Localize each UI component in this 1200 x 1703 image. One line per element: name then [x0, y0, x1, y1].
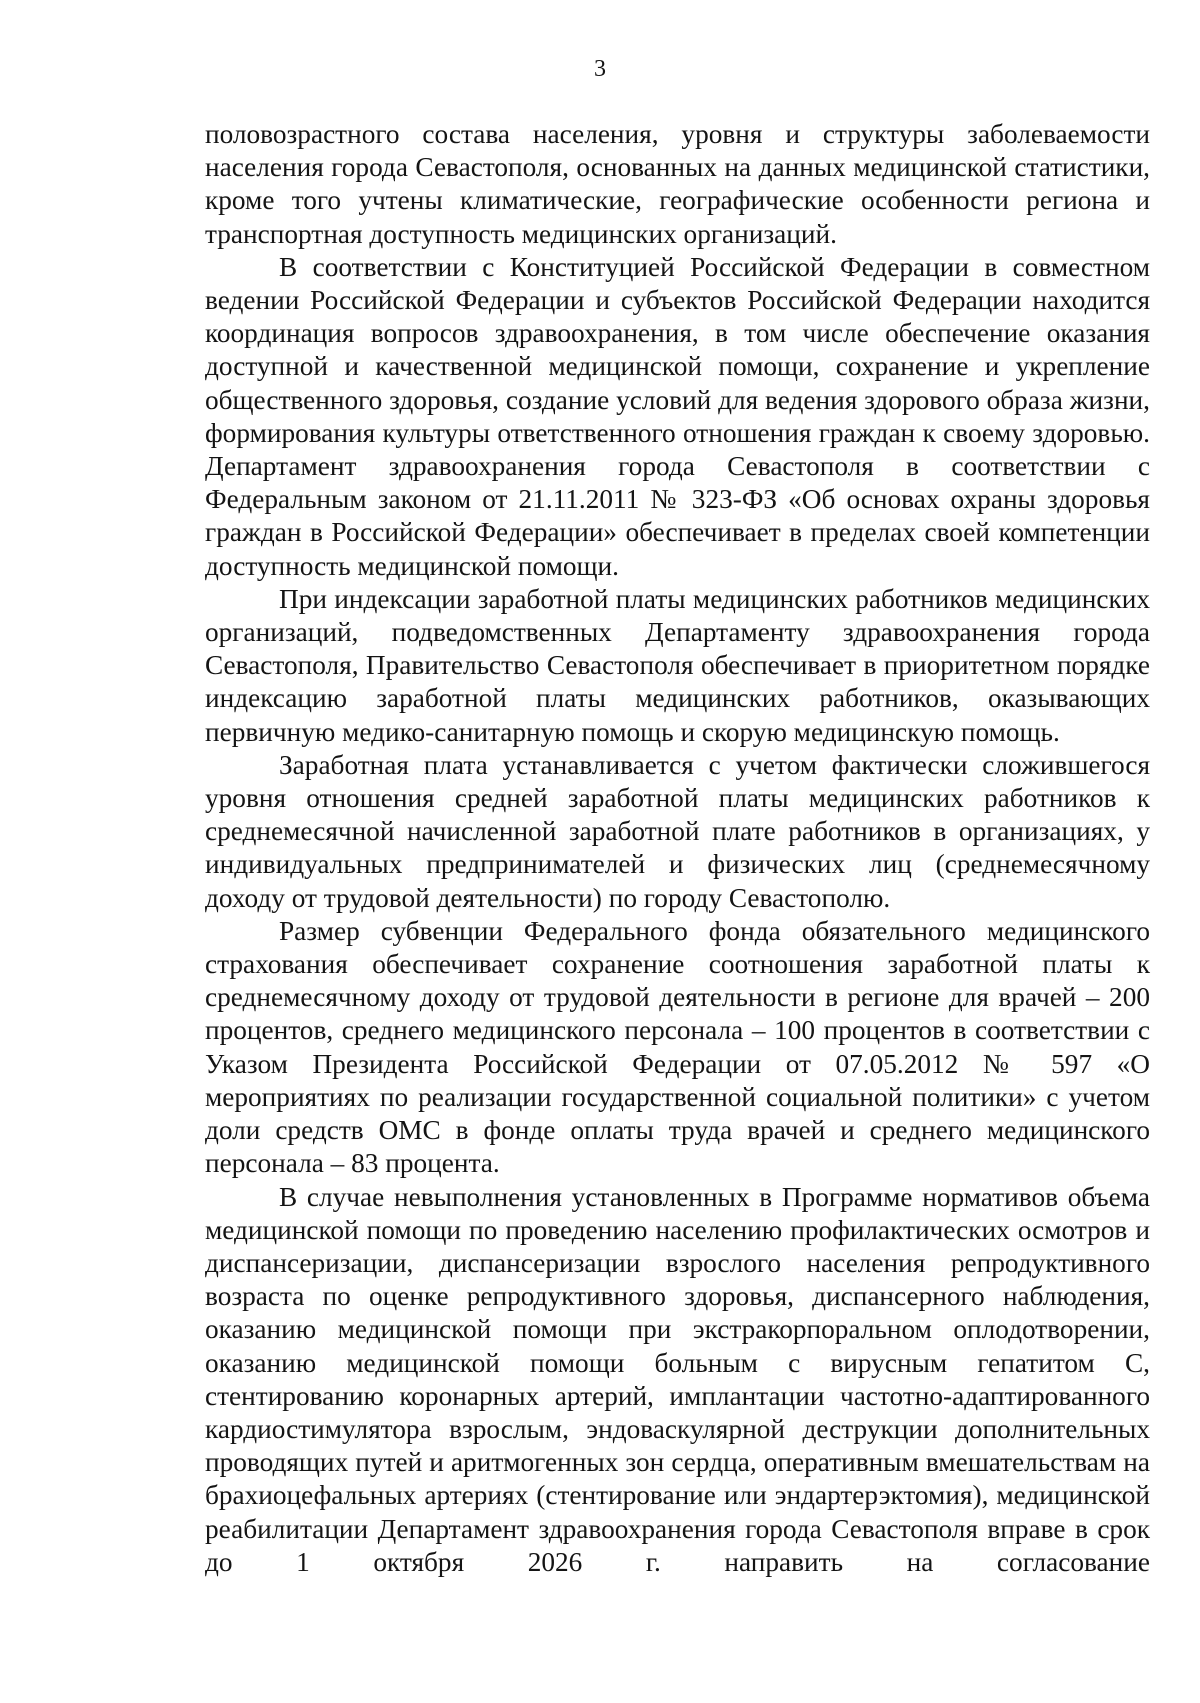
paragraph-population-structure: половозрастного состава населения, уровня и структуры заболеваемости населения города Севастополя, основанных на данных медицинской статистики, кроме того учтены климатические, географические особенности региона и транспортная доступность медицинских организаций.: [205, 119, 1150, 249]
paragraph-salary-level: Заработная плата устанавливается с учетом фактически сложившегося уровня отношения средней заработной платы медицинских работников к среднемесячной начисленной заработной плате работников в организациях, у индивидуальных предпринимателей и физических лиц (среднемесячному доходу от трудовой деятельности) по городу Севастополю.: [205, 749, 1150, 913]
paragraph-subvention: Размер субвенции Федерального фонда обязательного медицинского страхования обеспечивает сохранение соотношения заработной платы к среднемесячному доходу от трудовой деятельности в регионе для врачей – 200 процентов, среднего медицинского персонала – 100 процентов в соответствии с Указом Президента Российской Федерации от 07.05.2012 № 597 «О мероприятиях по реализации государственной социальной политики» с учетом доли средств ОМС в фонде оплаты труда врачей и среднего медицинского персонала – 83 процента.: [205, 915, 1150, 1179]
document-body: [205, 118, 1150, 1579]
paragraph-volume-standards: В случае невыполнения установленных в Программе нормативов объема медицинской помощи по проведению населению профилактических осмотров и диспансеризации, диспансеризации взрослого населения репродуктивного возраста по оценке репродуктивного здоровья, диспансерного наблюдения, оказанию медицинской помощи при экстракорпоральном оплодотворении, оказанию медицинской помощи больным с вирусным гепатитом С, стентированию коронарных артерий, имплантации частотно-адаптированного кардиостимулятора взрослым, эндоваскулярной деструкции дополнительных проводящих путей и аритмогенных зон сердца, оперативным вмешательствам на брахиоцефальных артериях (стентирование или эндартерэктомия), медицинской реабилитации Департамент здравоохранения города Севастополя вправе в срок до 1 октября 2026 г. направить на согласование: [205, 1181, 1150, 1577]
page-number: 3: [594, 56, 606, 82]
paragraph-salary-indexation: При индексации заработной платы медицинских работников медицинских организаций, подведомственных Департаменту здравоохранения города Севастополя, Правительство Севастополя обеспечивает в приоритетном порядке индексацию заработной платы медицинских работников, оказывающих первичную медико-санитарную помощь и скорую медицинскую помощь.: [205, 583, 1150, 747]
paragraph-constitution: В соответствии с Конституцией Российской Федерации в совместном ведении Российской Федерации и субъектов Российской Федерации находится координация вопросов здравоохранения, в том числе обеспечение оказания доступной и качественной медицинской помощи, сохранение и укрепление общественного здоровья, создание условий для ведения здорового образа жизни, формирования культуры ответственного отношения граждан к своему здоровью. Департамент здравоохранения города Севастополя в соответствии с Федеральным законом от 21.11.2011 № 323-ФЗ «Об основах охраны здоровья граждан в Российской Федерации» обеспечивает в пределах своей компетенции доступность медицинской помощи.: [205, 251, 1150, 581]
